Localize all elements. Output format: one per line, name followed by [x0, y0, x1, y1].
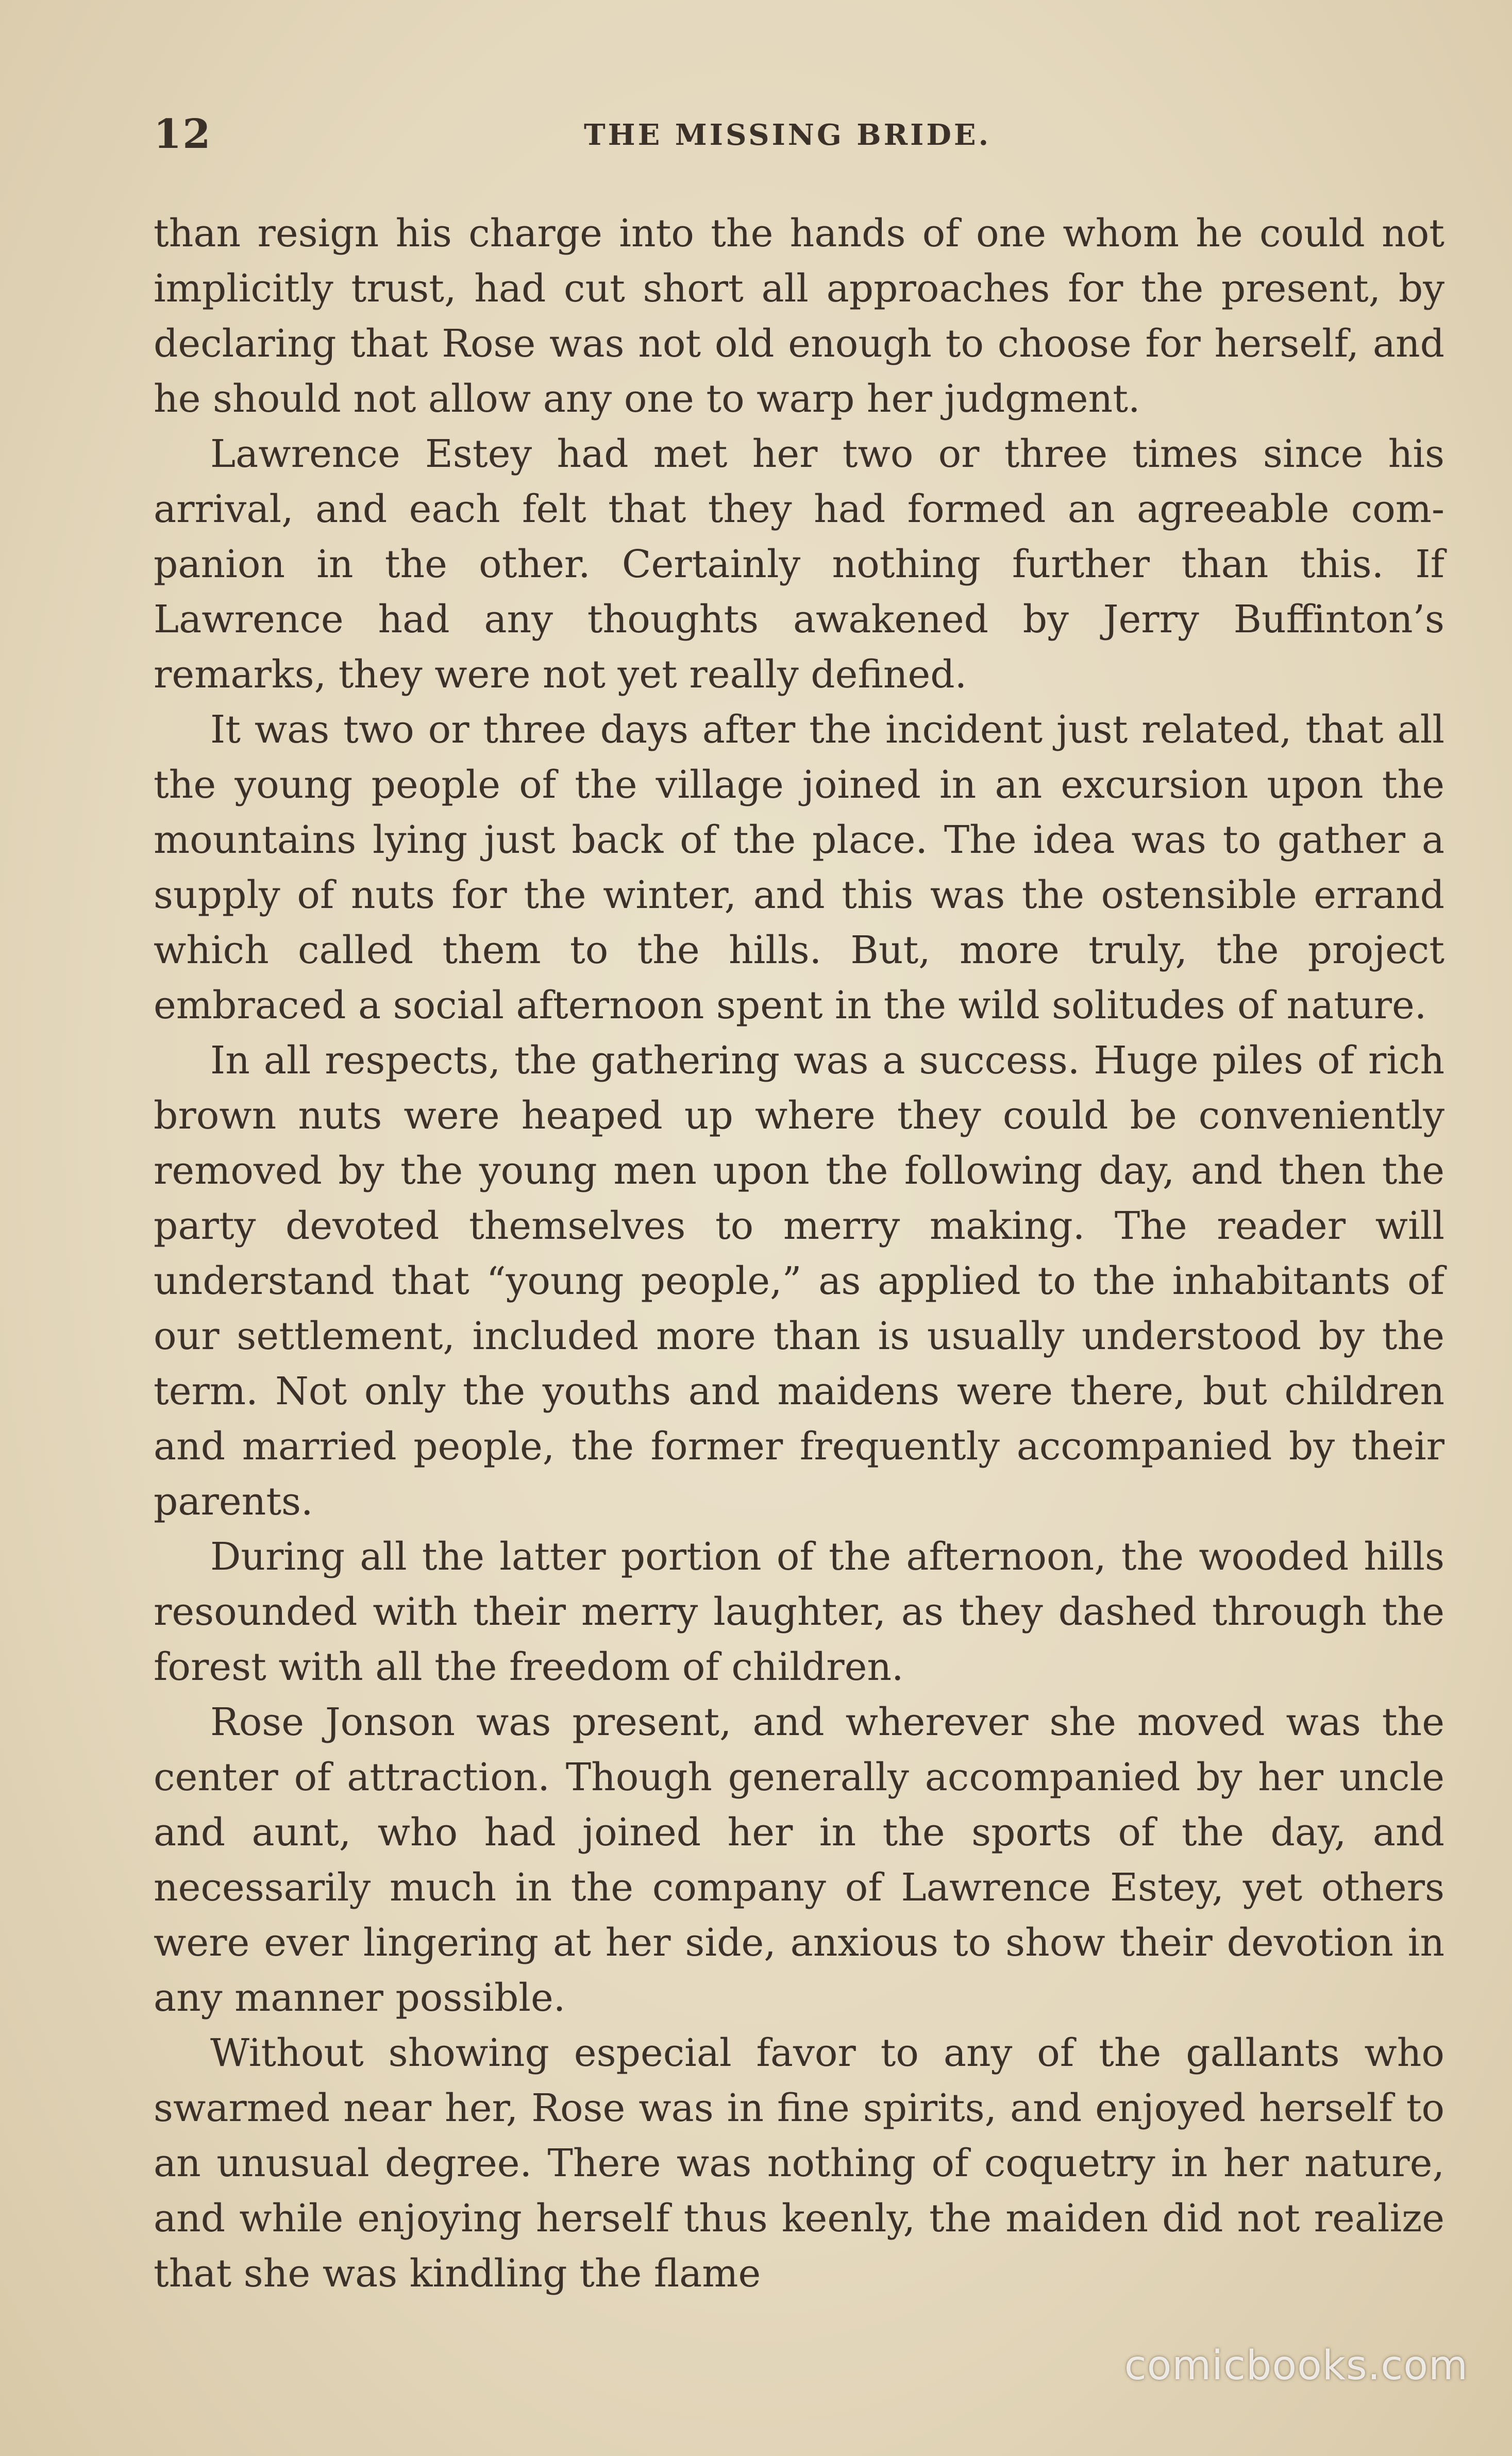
paragraph: Without showing especial favor to any of the gallants who swarmed near her, Rose was in fine spirits, and enjoyed herself to an unusual degree. There was nothing of coquetry in her nature, and while enjoying herself thus keenly, the maiden did not realize that she was kindling the flame	[154, 2031, 1444, 2296]
paragraph: It was two or three days after the incident just related, that all the young people of the village joined in an excursion upon the mountains lying just back of the place. The idea was to gather a supply of nuts for the winter, and this was the ostensible errand which called them to the hills. But, more truly, the project embraced a social afternoon spent in the wild solitudes of nature.	[154, 708, 1444, 1028]
body-text	[154, 206, 1444, 2301]
paragraph: than resign his charge into the hands of one whom he could not implicitly trust, had cut short all approaches for the present, by declaring that Rose was not old enough to choose for herself, and he should not allow any one to warp her judgment.	[154, 211, 1444, 421]
page-header	[154, 111, 1435, 167]
paragraph: During all the latter portion of the afternoon, the wooded hills resounded with their merry laughter, as they dashed through the forest with all the freedom of children.	[154, 1535, 1444, 1689]
page-number: 12	[154, 111, 212, 158]
paragraph: In all respects, the gathering was a success. Huge piles of rich brown nuts were heaped up where they could be conveniently removed by the young men upon the following day, and then the party devoted themselves to merry making. The reader will understand that “young people,” as applied to the inhabitants of our settlement, included more than is usually understood by the term. Not only the youths and maidens were there, but children and married people, the former frequently accompanied by their parents.	[154, 1038, 1444, 1524]
paragraph: Lawrence Estey had met her two or three times since his arrival, and each felt that they had formed an agreeable companion in the other. Certainly nothing further than this. If Lawrence had any thoughts awakened by Jerry Buffinton’s remarks, they were not yet really defined.	[154, 432, 1444, 697]
watermark: comicbooks.com	[1124, 2343, 1468, 2389]
running-title: THE MISSING BRIDE.	[584, 118, 992, 152]
paragraph: Rose Jonson was present, and wherever she moved was the center of attraction. Though generally accompanied by her uncle and aunt, who had joined her in the sports of the day, and necessarily much in the company of Lawrence Estey, yet others were ever lingering at her side, anxious to show their devotion in any manner possible.	[154, 1700, 1444, 2020]
